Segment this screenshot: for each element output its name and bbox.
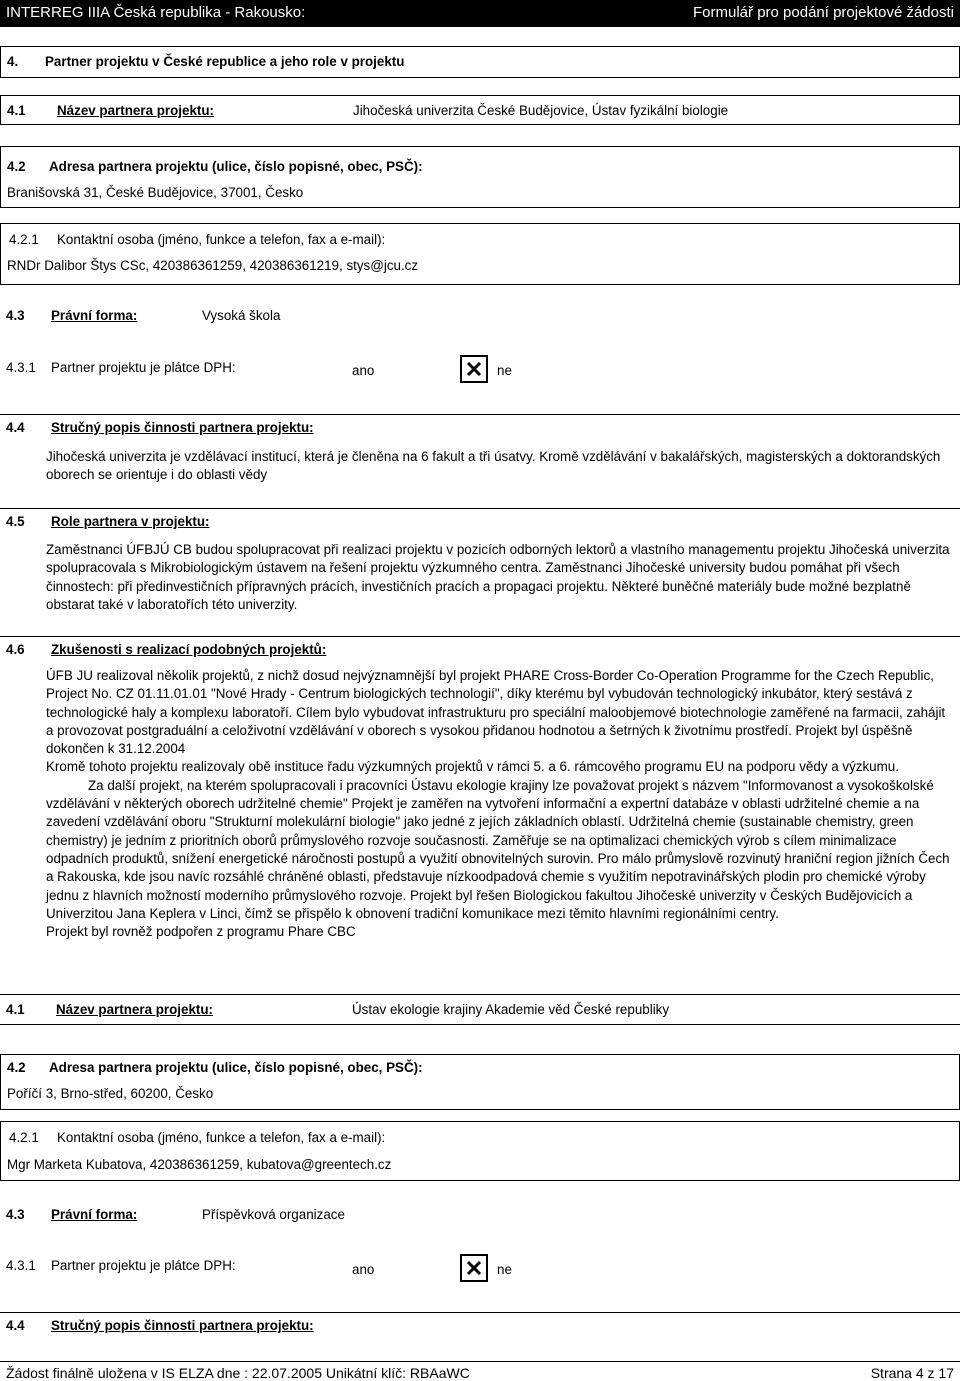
field-number: 4.3.1 <box>6 360 36 375</box>
field-number: 4.6 <box>6 642 25 657</box>
field-number: 4.4 <box>6 1318 25 1333</box>
divider <box>0 636 960 637</box>
vat-yes-label: ano <box>352 363 375 378</box>
partner-address-value: Poříčí 3, Brno-střed, 60200, Česko <box>7 1086 214 1101</box>
experience-paragraph: Projekt byl rovněž podpořen z programu Phare CBC <box>46 924 356 940</box>
section-title-box <box>0 46 960 78</box>
partner2-address-box <box>0 1054 960 1110</box>
partner-name-label: Název partnera projektu: <box>57 103 215 118</box>
page-number: Strana 4 z 17 <box>870 1365 954 1381</box>
divider <box>0 414 960 415</box>
vat-label: Partner projektu je plátce DPH: <box>51 360 236 375</box>
divider <box>0 508 960 509</box>
checkmark-x-icon <box>466 1260 482 1276</box>
divider <box>0 1312 960 1313</box>
footer-left: Žádost finálně uložena v IS ELZA dne : 22.07.2005 Unikátní klíč: RBAaWC <box>6 1365 470 1381</box>
legal-form-label: Právní forma: <box>51 308 138 323</box>
partner1-address-box <box>0 146 960 208</box>
field-number: 4.1 <box>6 1002 25 1017</box>
vat-checkbox[interactable] <box>460 1254 488 1282</box>
experience-paragraph: Za další projekt, na kterém spolupracovali i pracovníci Ústavu ekologie krajiny lze považovat projekt s názvem "Informovanost a vysokoškolské vzdělávání v některých oborech udržitelné chemie" Projekt je zaměřen na vytvoření informační a expertní databáze v oblasti udržitelné chemie a na zavedení vzdělávání oboru "Strukturní molekulární biologie" jako jedné z jejích základních oblastí. Udržitelná chemie (sustainable chemistry, green chemistry) je jedním z prioritních oborů průmyslového rozvoje současnosti. Zaměřuje se na optimalizaci chemických výrob s cílem minimalizace odpadních produktů, snížení energetické náročnosti postupů a využití obnovitelných surovin. Pro málo průmyslově rozvinutý hraniční region jižních Čech a Rakouska, kde jsou navíc rozsáhlé chráněné oblasti, představuje nízkoodpadová chemie s využitím nepotravinářských plodin pro chemické výroby jednu z hlavních možností moderního průmyslového rozvoje. Projekt byl řešen Biologickou fakultou Jihočeské univerzity v Českých Budějovicích a Univerzitou Jana Keplera v Linci, čímž se přispělo k obnovení tradiční komunikace mezi těmito hlavními regionálními centry. <box>46 777 950 921</box>
divider <box>0 1024 960 1025</box>
contact-value: Mgr Marketa Kubatova, 420386361259, kubatova@greentech.cz <box>7 1157 392 1172</box>
experience-paragraph: Kromě tohoto projektu realizovaly obě instituce řadu výzkumných projektů v rámci 5. a 6. rámcového programu EU na podporu vědy a výzkumu. <box>46 759 899 775</box>
contact-label: Kontaktní osoba (jméno, funkce a telefon, fax a e-mail): <box>57 1130 386 1145</box>
legal-form-value: Vysoká škola <box>202 308 281 323</box>
experience-label: Zkušenosti s realizací podobných projektů: <box>51 642 327 657</box>
description-label: Stručný popis činnosti partnera projektu: <box>51 1318 314 1333</box>
section-number: 4. <box>7 54 19 69</box>
partner1-name-box <box>0 95 960 125</box>
partner-name-value: Jihočeská univerzita České Budějovice, Ústav fyzikální biologie <box>353 103 729 118</box>
program-title: INTERREG IIIA Česká republika - Rakousko: <box>6 4 306 21</box>
experience-text <box>46 667 951 941</box>
role-text: Zaměstnanci ÚFBJÚ CB budou spolupracovat při realizaci projektu v pozicích odborných lektorů a vlastního managementu projektu Jihočeská univerzita spolupracovala s Mikrobiologickým ústavem na řešení projektu výzkumného centra. Zaměstnanci Jihočeské university budou pomáhat při všech činnostech: při předinvestičních přípravných prácích, investičních pracích a propagaci projektu. Některé buněčné materiály bude možné bezplatně obstarat také v laboratořích této univerzity. <box>46 542 950 612</box>
vat-no-label: ne <box>497 1262 512 1277</box>
partner-address-label: Adresa partnera projektu (ulice, číslo popisné, obec, PSČ): <box>49 159 423 174</box>
field-number: 4.2 <box>7 1060 26 1075</box>
field-number: 4.2.1 <box>9 232 39 247</box>
vat-checkbox[interactable] <box>460 355 488 383</box>
field-number: 4.5 <box>6 514 25 529</box>
partner-name-label: Název partnera projektu: <box>56 1002 214 1017</box>
form-title: Formulář pro podání projektové žádosti <box>693 4 954 21</box>
partner-address-value: Branišovská 31, České Budějovice, 37001, Česko <box>7 185 304 200</box>
partner-address-label: Adresa partnera projektu (ulice, číslo popisné, obec, PSČ): <box>49 1060 423 1075</box>
field-number: 4.3 <box>6 1207 25 1222</box>
role-label: Role partnera v projektu: <box>51 514 210 529</box>
experience-paragraph: ÚFB JU realizoval několik projektů, z nichž dosud nejvýznamnější byl projekt PHARE Cross-Border Co-Operation Programme for the Czech Republic, Project No. CZ 01.11.01.01 "Nové Hrady - Centrum biologických technologií", díky kterému byl vybudován technologický inkubátor, který sestává z technologické haly a komplexu laboratoří. Cílem bylo vybudovat infrastrukturu pro speciální maloobjemové biotechnologie zaměřené na farmacii, zahájit a provozovat postgraduální a celoživotní vzdělávání v oborech s vysokou přidanou hodnotou a šetrných k životnímu prostředí. Projekt byl úspěšně dokončen k 31.12.2004 <box>46 668 946 757</box>
legal-form-label: Právní forma: <box>51 1207 138 1222</box>
page-header <box>0 0 960 27</box>
field-number: 4.2.1 <box>9 1130 39 1145</box>
checkmark-x-icon <box>466 361 482 377</box>
contact-label: Kontaktní osoba (jméno, funkce a telefon, fax a e-mail): <box>57 232 386 247</box>
partner1-contact-box <box>0 223 960 285</box>
partner2-contact-box <box>0 1121 960 1181</box>
footer-divider <box>0 1361 960 1362</box>
field-number: 4.2 <box>7 159 26 174</box>
vat-label: Partner projektu je plátce DPH: <box>51 1258 236 1273</box>
field-number: 4.4 <box>6 420 25 435</box>
field-number: 4.3.1 <box>6 1258 36 1273</box>
description-text: Jihočeská univerzita je vzdělávací institucí, která je členěna na 6 fakult a tři úsatvy. Kromě vzdělávání v bakalářských, magisterských a doktorandských oborech se orientuje i do oblasti vědy <box>46 449 941 483</box>
description-label: Stručný popis činnosti partnera projektu: <box>51 420 314 435</box>
section-title: Partner projektu v České republice a jeho role v projektu <box>45 54 405 69</box>
field-number: 4.3 <box>6 308 25 323</box>
vat-yes-label: ano <box>352 1262 375 1277</box>
field-number: 4.1 <box>7 103 26 118</box>
divider <box>0 994 960 995</box>
contact-value: RNDr Dalibor Štys CSc, 420386361259, 420386361219, stys@jcu.cz <box>7 258 419 273</box>
vat-no-label: ne <box>497 363 512 378</box>
partner-name-value: Ústav ekologie krajiny Akademie věd České republiky <box>352 1002 670 1017</box>
legal-form-value: Příspěvková organizace <box>202 1207 345 1222</box>
